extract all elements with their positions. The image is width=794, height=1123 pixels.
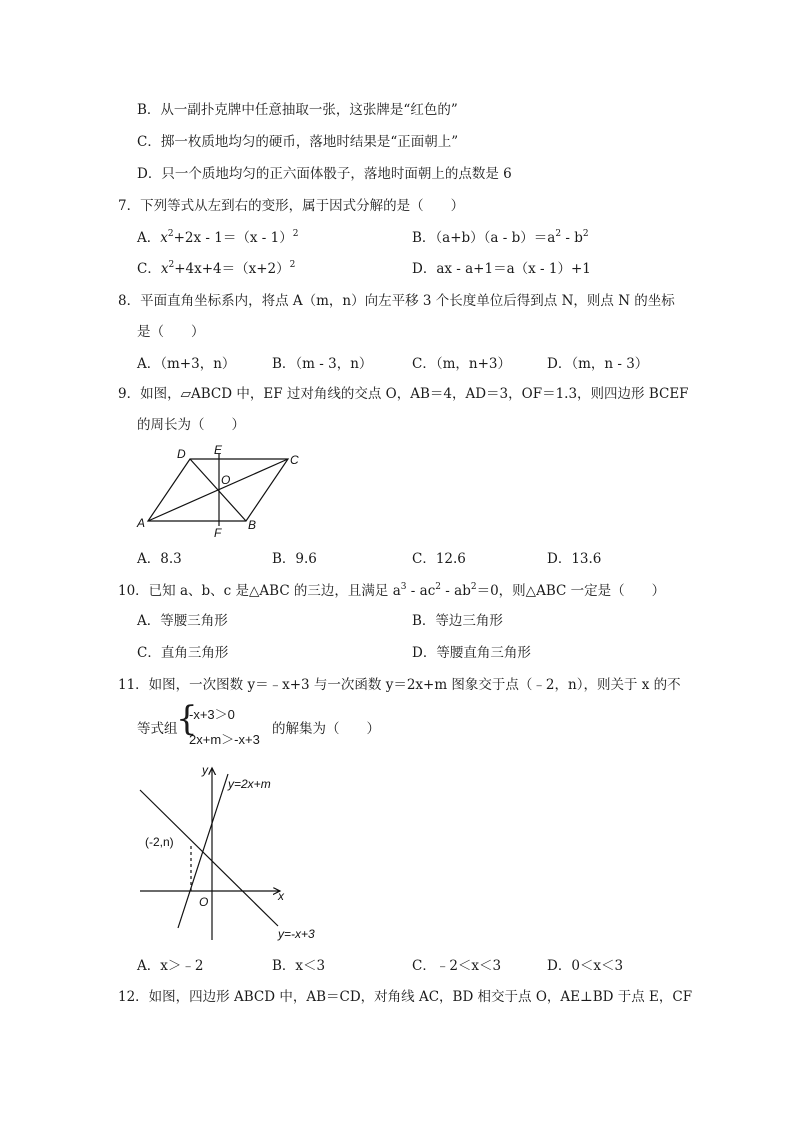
y-axis-label: y: [202, 763, 208, 777]
q7-option-a: A．$x^2+2x - 1=(x - 1)^2$: [137, 229, 299, 246]
q10-option-d: D．等腰直角三角形: [412, 645, 531, 661]
q11-inequality-2: 2x+m＞-x+3: [189, 732, 260, 747]
q9-parallelogram-figure: [130, 440, 310, 542]
q10-option-c: C．直角三角形: [137, 645, 229, 661]
q9-stem-line1: 9．如图，▱ABCD 中，EF 过对角线的交点 O，AB＝4，AD＝3，OF＝1.3，则四边形 BCEF: [118, 386, 689, 402]
line1-label: y=2x+m: [228, 777, 271, 791]
q11-option-d: D．0＜x＜3: [547, 958, 624, 974]
label-b: B: [248, 518, 257, 532]
q11-option-a: A．x＞﹣2: [137, 958, 204, 974]
q6-option-d: D．只一个质地均匀的正六面体骰子，落地时面朝上的点数是 6: [137, 166, 512, 182]
label-f: F: [214, 526, 222, 540]
origin-label: O: [199, 895, 209, 909]
q10-option-a: A．等腰三角形: [137, 613, 228, 629]
q11-option-b: B．x＜3: [272, 958, 326, 974]
label-e: E: [214, 443, 223, 457]
q8-option-c: C．（m，n+3）: [412, 356, 511, 372]
q11-stem-line1: 11．如图，一次图数 y＝﹣x+3 与一次函数 y＝2x+m 图象交于点（﹣2，n），则关于 x 的不: [118, 677, 681, 693]
q12-stem-line1: 12．如图，四边形 ABCD 中，AB＝CD，对角线 AC，BD 相交于点 O，AE⊥BD 于点 E，CF: [118, 989, 693, 1005]
q9-option-d: D．13.6: [547, 551, 602, 567]
q7-option-b: B．$(a+b)(a - b)=a^2 - b^2$: [412, 229, 589, 246]
intersection-label: (-2,n): [145, 835, 174, 849]
q9-stem-line2: 的周长为（ ）: [137, 417, 245, 433]
q7-option-d: D．ax - a+1＝a（x - 1）+1: [412, 261, 591, 277]
label-d: D: [177, 447, 186, 461]
q11-function-graph: [130, 760, 340, 945]
label-o: O: [221, 473, 231, 487]
q7-stem: 7．下列等式从左到右的变形，属于因式分解的是（ ）: [118, 198, 465, 214]
q8-option-a: A．（m+3，n）: [137, 356, 236, 372]
label-a: A: [137, 516, 146, 530]
q8-stem-line2: 是（ ）: [137, 324, 205, 340]
q8-option-d: D．（m，n - 3）: [547, 356, 649, 372]
line-y-neg-x-plus-3: [140, 790, 278, 926]
q7-option-c: C．$x^2+4x+4=(x+2)^2$: [137, 260, 296, 277]
q11-stem-line2-pre: 等式组: [137, 721, 178, 737]
q10-stem: 10．已知 a、b、c 是△ABC 的三边，且满足 $a^3 - ac^2 - ab^2=0$，则△ABC 一定是（ ）: [118, 582, 666, 599]
q10-option-b: B．等边三角形: [412, 613, 503, 629]
diagonal-bd: [190, 459, 246, 521]
q11-stem-line2-post: 的解集为（ ）: [272, 721, 380, 737]
q11-inequality-1: -x+3＞0: [189, 707, 235, 722]
q11-option-c: C．﹣2＜x＜3: [412, 958, 502, 974]
x-axis-label: x: [278, 889, 284, 903]
q8-stem-line1: 8．平面直角坐标系内，将点 A（m，n）向左平移 3 个长度单位后得到点 N，则点 N 的坐标: [118, 293, 675, 309]
q8-option-b: B．（m - 3，n）: [272, 356, 373, 372]
q6-option-b: B．从一副扑克牌中任意抽取一张，这张牌是“红色的”: [137, 102, 458, 118]
q9-option-c: C．12.6: [412, 551, 466, 567]
label-c: C: [290, 453, 299, 467]
q6-option-c: C．掷一枚质地均匀的硬币，落地时结果是“正面朝上”: [137, 134, 459, 150]
q9-option-b: B．9.6: [272, 551, 317, 567]
q11-system-brace: {: [176, 699, 198, 739]
line2-label: y=-x+3: [278, 927, 315, 941]
q9-option-a: A．8.3: [137, 551, 182, 567]
